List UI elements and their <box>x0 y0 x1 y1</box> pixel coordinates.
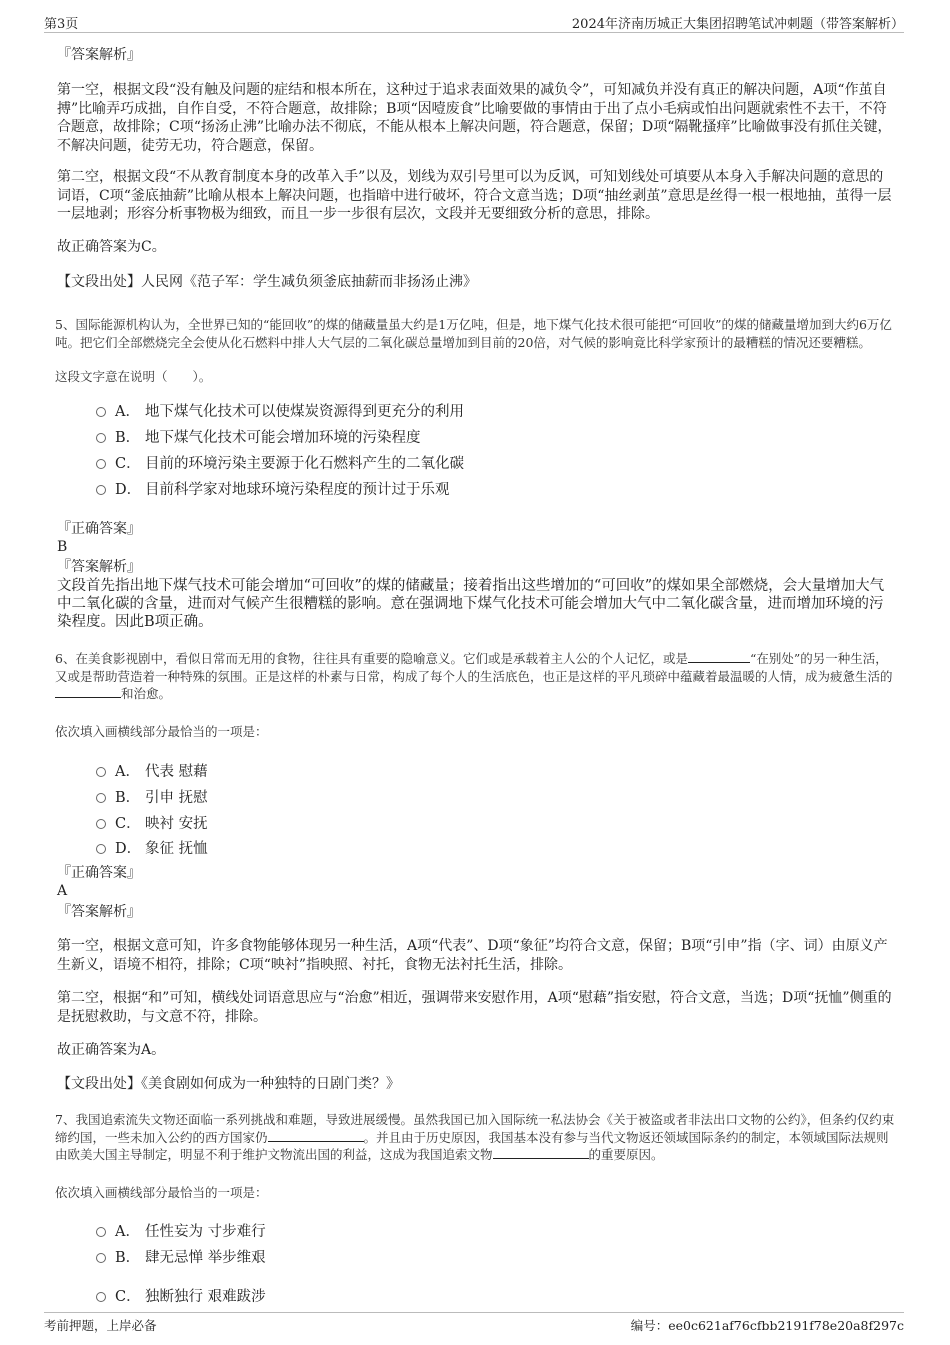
footer-slogan: 考前押题，上岸必备 <box>44 1318 157 1333</box>
radio-icon[interactable] <box>96 844 106 854</box>
radio-icon[interactable] <box>96 819 106 829</box>
radio-icon[interactable] <box>96 433 106 443</box>
q7-stem: 7、我国追索流失文物还面临一系列挑战和难题，导致进展缓慢。虽然我国已加入国际统一私法协会《关于被盗或者非法出口文物的公约》，但条约仅约束缔约国，一些未加入公约的西方国家仍 。并且由于历史原因，我国基本没有参与当代文物返还领域国际条约的制定，本领域国际法规则由欧美大国主导制定，明显不利于维护文物流出国的利益，这成为我国追索文物 的重要原因。 <box>55 1112 895 1162</box>
radio-icon[interactable] <box>96 485 106 495</box>
q5-answer-label: 『正确答案』 <box>57 521 141 537</box>
q6-source: 【文段出处】《美食剧如何成为一种独特的日剧门类？》 <box>57 1076 400 1092</box>
q5-answer: B <box>57 539 68 555</box>
q6-option-d[interactable]: D． 象征 抚恤 <box>96 837 208 858</box>
page-footer <box>44 1312 904 1331</box>
q5-option-b[interactable]: B． 地下煤气化技术可能会增加环境的污染程度 <box>96 426 421 447</box>
blank-line <box>268 1129 364 1142</box>
q6-stem: 6、在美食影视剧中，看似日常而无用的食物，往往具有重要的隐喻意义。它们或是承载着主人公的个人记忆，或是 “在别处”的另一种生活，又或是帮助营造着一种特殊的氛围。正是这样的朴素与日常，构成了每个人的生活底色，也正是这样的平凡琐碎中蕴藏着最温暖的人情，成为疲惫生活的和治愈。 <box>55 651 893 701</box>
q6-analysis-para2: 第二空，根据“和”可知，横线处词语意思应与“治愈”相近，强调带来安慰作用，A项“慰藉”指安慰，符合文意，当选；D项“抚恤”侧重的是抚慰救助，与文意不符，排除。 <box>57 990 892 1025</box>
document-code: 编号：ee0c621af76cfbb2191f78e20a8f297c <box>630 1318 904 1333</box>
q6-answer: A <box>57 883 68 899</box>
q6-conclusion: 故正确答案为A。 <box>57 1042 166 1058</box>
q5-analysis-label: 『答案解析』 <box>57 559 141 575</box>
q6-analysis-para1: 第一空，根据文意可知，许多食物能够体现另一种生活，A项“代表”、D项“象征”均符合文意，保留；B项“引申”指（字、词）由原义产生新义，语境不相符，排除；C项“映衬”指映照、衬托，食物无法衬托生活，排除。 <box>57 938 888 973</box>
q4-source: 【文段出处】人民网《范子军：学生减负须釜底抽薪而非扬汤止沸》 <box>57 274 477 290</box>
q4-conclusion: 故正确答案为C。 <box>57 239 166 255</box>
q5-analysis: 文段首先指出地下煤气技术可能会增加“可回收”的煤的储藏量；接着指出这些增加的“可回收”的煤如果全部燃烧，会大量增加大气中二氧化碳的含量，进而对气候产生很糟糕的影响。意在强调地下煤气化技术可能会增加大气中二氧化碳含量，进而增加环境的污染程度。因此B项正确。 <box>57 578 885 630</box>
q4-analysis-para1: 第一空，根据文段“没有触及问题的症结和根本所在，这种过于追求表面效果的减负令”，可知减负并没有真正的解决问题，A项“作茧自搏”比喻弄巧成拙，自作自受，不符合题意，故排除；B项“因噎废食”比喻要做的事情由于出了点小毛病或怕出问题就索性不去干，不符合题意，故排除；C项“扬汤止沸”比喻办法不彻底，不能从根本上解决问题，符合题意，保留；D项“隔靴搔痒”比喻做事没有抓住关键，不解决问题，徒劳无功，符合题意，保留。 <box>57 82 892 154</box>
q6-option-b[interactable]: B． 引申 抚慰 <box>96 786 208 807</box>
q7-option-c[interactable]: C． 独断独行 艰难跋涉 <box>96 1285 266 1306</box>
blank-line <box>688 650 750 663</box>
q6-prompt: 依次填入画横线部分最恰当的一项是： <box>55 724 268 739</box>
q6-answer-label: 『正确答案』 <box>57 865 141 881</box>
q5-option-a[interactable]: A． 地下煤气化技术可以使煤炭资源得到更充分的利用 <box>96 400 464 421</box>
radio-icon[interactable] <box>96 1292 106 1302</box>
page-header <box>44 12 904 33</box>
q7-option-a[interactable]: A． 任性妄为 寸步难行 <box>96 1220 266 1241</box>
q4-analysis-label: 『答案解析』 <box>57 47 141 63</box>
q6-option-a[interactable]: A． 代表 慰藉 <box>96 760 208 781</box>
blank-line <box>493 1146 589 1159</box>
radio-icon[interactable] <box>96 459 106 469</box>
q5-prompt: 这段文字意在说明（ ）。 <box>55 369 212 384</box>
radio-icon[interactable] <box>96 407 106 417</box>
radio-icon[interactable] <box>96 1253 106 1263</box>
radio-icon[interactable] <box>96 1227 106 1237</box>
page-number: 第3页 <box>44 17 79 32</box>
blank-line <box>55 685 121 698</box>
q5-option-c[interactable]: C． 目前的环境污染主要源于化石燃料产生的二氧化碳 <box>96 452 464 473</box>
document-title: 2024年济南历城正大集团招聘笔试冲刺题（带答案解析） <box>571 17 904 32</box>
q6-option-c[interactable]: C． 映衬 安抚 <box>96 812 208 833</box>
radio-icon[interactable] <box>96 793 106 803</box>
q5-stem: 5、国际能源机构认为，全世界已知的“能回收”的煤的储藏量虽大约是1万亿吨，但是，地下煤气化技术很可能把“可回收”的煤的储藏量增加到大约6万亿吨。把它们全部燃烧完全会使从化石燃料中排人大气层的二氧化碳总量增加到目前的20倍，对气候的影响竟比科学家预计的最糟糕的情况还要糟糕。 <box>55 317 892 350</box>
q7-prompt: 依次填入画横线部分最恰当的一项是： <box>55 1185 268 1200</box>
q4-analysis-para2: 第二空，根据文段“不从教育制度本身的改革入手”以及，划线为双引号里可以为反讽，可知划线处可填要从本身入手解决问题的意思的词语，C项“釜底抽薪”比喻从根本上解决问题，也指暗中进行破坏，符合文意当选；D项“抽丝剥茧”意思是丝得一根一根地抽，茧得一层一层地剥；形容分析事物极为细致，而且一步一步很有层次，文段并无要细致分析的意思，排除。 <box>57 169 892 222</box>
q5-option-d[interactable]: D． 目前科学家对地球环境污染程度的预计过于乐观 <box>96 478 450 499</box>
radio-icon[interactable] <box>96 767 106 777</box>
q7-option-b[interactable]: B． 肆无忌惮 举步维艰 <box>96 1246 266 1267</box>
q6-analysis-label: 『答案解析』 <box>57 904 141 920</box>
